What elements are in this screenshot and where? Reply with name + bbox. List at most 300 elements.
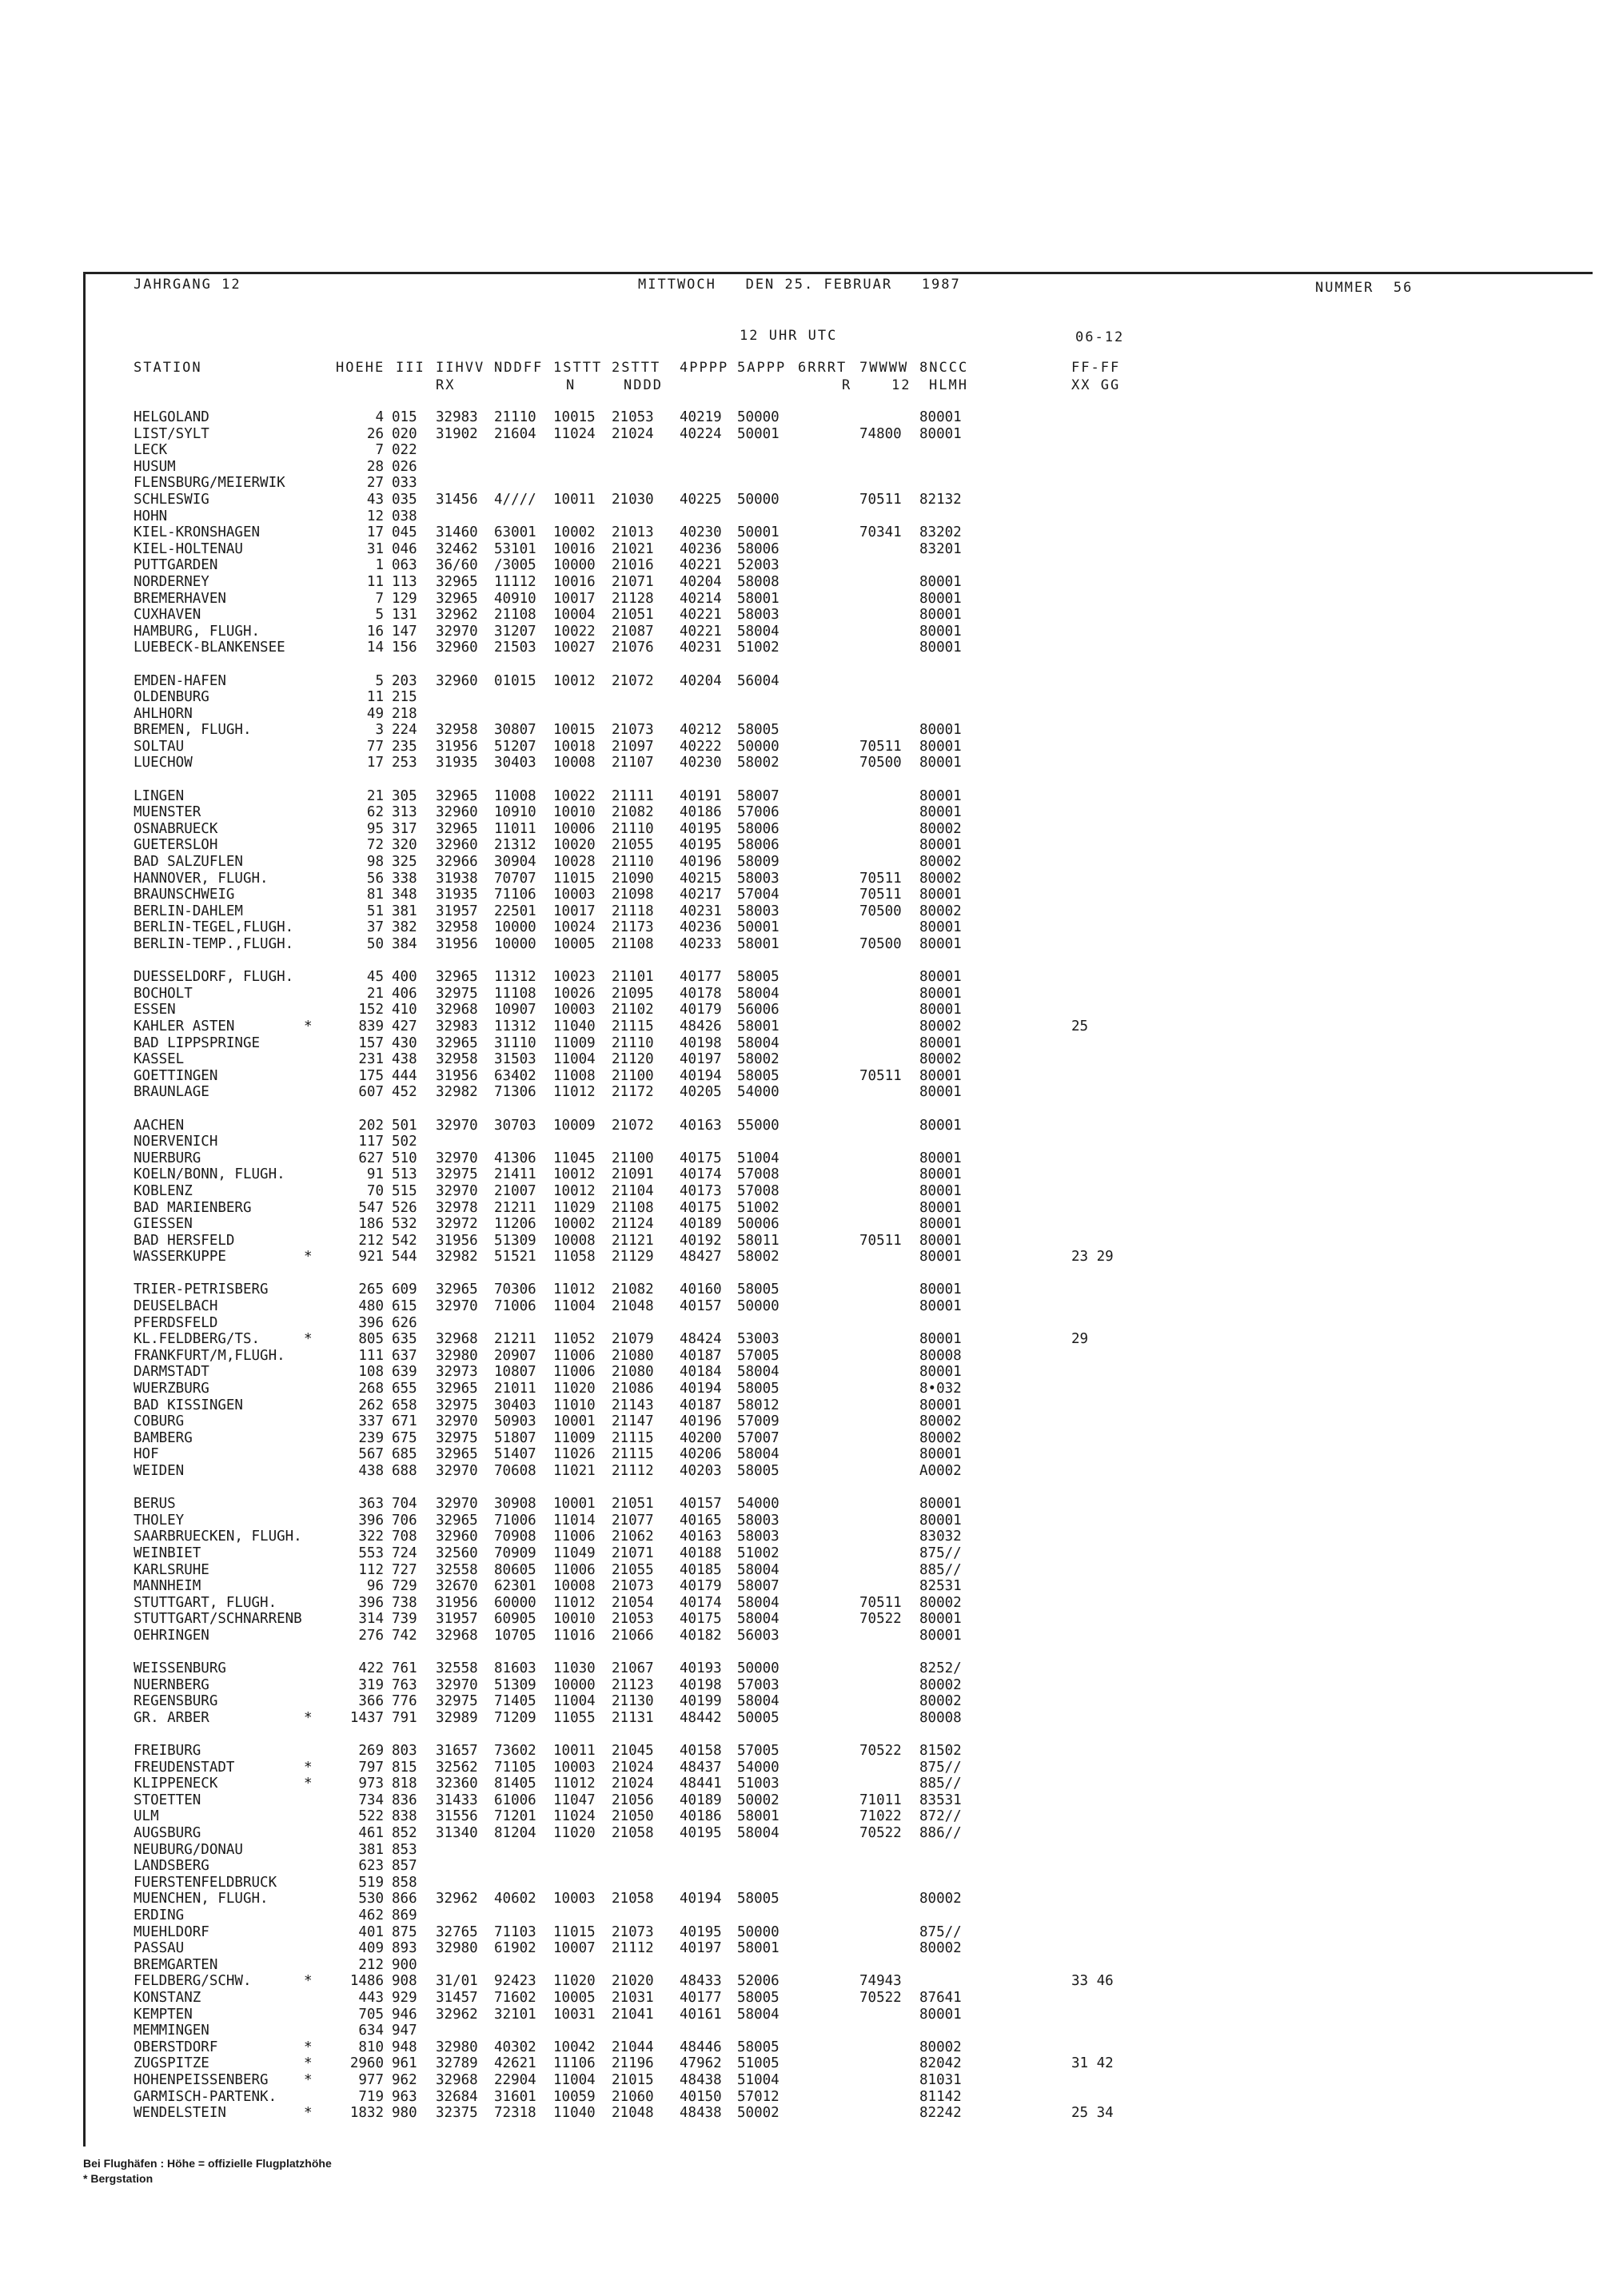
row-34-stt1: 10023 [553,969,596,986]
row-38-appp5: 58004 [737,1034,780,1051]
row-60-nccc8: 80001 [919,1397,962,1413]
row-74-stt2: 21066 [612,1627,654,1644]
row-49-station: GIESSEN [134,1216,193,1233]
row-83-stt1: 11012 [553,1776,596,1792]
row-46-stt2: 21091 [612,1166,654,1183]
row-86-nccc8: 886// [919,1825,962,1842]
row-40-ff [1071,1068,1114,1085]
row-11-station: BREMERHAVEN [134,590,226,607]
row-59-stt1: 11020 [553,1381,596,1397]
row-56-station: KL.FELDBERG/TS. [134,1331,261,1348]
row-51-nccc8: 80001 [919,1249,962,1266]
row-69-iii: 724 [392,1545,417,1561]
row-64-appp5: 58005 [737,1463,780,1479]
row-57-nccc8: 80008 [919,1347,962,1364]
row-0-iihvv: 32983 [436,409,478,425]
row-51-station: WASSERKUPPE [134,1249,226,1266]
row-70-hoehe: 112 [358,1561,384,1578]
row-42-mark [304,1101,313,1118]
row-30-nccc8: 80002 [919,903,962,919]
row-81-nccc8: 81502 [919,1743,962,1760]
row-100-station: ZUGSPITZE [134,2055,209,2072]
row-100-stt2: 21196 [612,2055,654,2072]
row-18-mark [304,706,313,723]
row-27-iihvv: 32966 [436,854,478,871]
row-19-stt2: 21073 [612,722,654,739]
row-33-stt1 [553,953,596,970]
row-15-stt2 [612,656,654,673]
row-68-nddff: 70908 [494,1529,536,1545]
row-10-nddff: 11112 [494,573,536,590]
row-91-stt1 [553,1907,596,1924]
row-92-appp5: 50000 [737,1923,780,1940]
row-97-stt1: 10031 [553,2006,596,2023]
row-45-nccc8: 80001 [919,1150,962,1166]
row-93-iii: 893 [392,1940,417,1957]
row-19-iihvv: 32958 [436,722,478,739]
row-30-nddff: 22501 [494,903,536,919]
row-54-iihvv: 32970 [436,1298,478,1315]
row-42-appp5 [737,1101,780,1118]
row-31-nccc8: 80001 [919,919,962,936]
row-5-mark [304,492,313,508]
row-61-wwww7 [859,1413,902,1430]
row-64-station: WEIDEN [134,1463,185,1479]
row-9-wwww7 [859,557,902,574]
row-70-station: KARLSRUHE [134,1561,209,1578]
row-101-nccc8: 81031 [919,2071,962,2088]
row-87-mark [304,1842,313,1859]
row-39-wwww7 [859,1051,902,1068]
row-95-appp5: 52006 [737,1973,780,1990]
row-43-mark [304,1118,313,1134]
row-53-station: TRIER-PETRISBERG [134,1282,269,1298]
row-27-hoehe: 98 [366,854,384,871]
row-5-stt2: 21030 [612,491,654,508]
row-10-appp5: 58008 [737,573,780,590]
row-77-appp5: 57003 [737,1676,780,1693]
row-58-stt2: 21080 [612,1364,654,1381]
row-67-stt2: 21077 [612,1512,654,1529]
row-60-station: BAD KISSINGEN [134,1397,243,1413]
row-60-appp5: 58012 [737,1397,780,1413]
row-2-appp5 [737,442,780,459]
row-50-station: BAD HERSFELD [134,1232,235,1249]
row-102-stt2: 21060 [612,2088,654,2105]
row-16-wwww7 [859,673,902,690]
row-28-station: HANNOVER, FLUGH. [134,870,269,887]
row-56-nddff: 21211 [494,1331,536,1348]
col-1sttt: 1STTT [553,360,603,376]
row-40-iihvv: 31956 [436,1067,478,1084]
row-73-station: STUTTGART/SCHNARRENB [134,1611,302,1628]
row-51-nddff: 51521 [494,1249,536,1266]
row-6-iii: 038 [392,508,417,524]
row-71-pppp4: 40179 [680,1578,722,1595]
row-29-mark [304,887,313,903]
row-100-mark: * [304,2055,313,2072]
row-51-hoehe: 921 [358,1249,384,1266]
row-42-hoehe [320,1101,384,1118]
row-92-stt2: 21073 [612,1923,654,1940]
row-74-wwww7 [859,1628,902,1644]
row-34-iii: 400 [392,969,417,986]
row-30-pppp4: 40231 [680,903,722,919]
row-79-nddff: 71209 [494,1709,536,1726]
row-49-pppp4: 40189 [680,1216,722,1233]
row-26-iii: 320 [392,837,417,854]
station-column [134,409,302,2122]
row-34-stt2: 21101 [612,969,654,986]
row-83-mark: * [304,1776,313,1792]
row-37-mark: * [304,1018,313,1034]
row-39-stt2: 21120 [612,1051,654,1068]
row-16-nddff: 01015 [494,672,536,689]
row-61-ff [1071,1413,1114,1430]
row-92-nccc8: 875// [919,1923,962,1940]
row-5-pppp4: 40225 [680,491,722,508]
row-5-hoehe: 43 [366,491,384,508]
row-26-stt1: 10020 [553,837,596,854]
row-46-ff [1071,1166,1114,1183]
row-54-station: DEUSELBACH [134,1298,218,1315]
row-8-wwww7 [859,541,902,558]
row-78-nccc8: 80002 [919,1693,962,1710]
nddff-column [494,409,536,2122]
row-27-appp5: 58009 [737,854,780,871]
row-22-appp5 [737,771,780,788]
row-85-iihvv: 31556 [436,1808,478,1825]
row-46-nccc8: 80001 [919,1166,962,1183]
row-32-wwww7: 70500 [859,936,902,952]
row-87-iihvv [436,1842,478,1859]
row-98-hoehe: 634 [358,2023,384,2039]
row-87-appp5 [737,1842,780,1859]
row-55-stt2 [612,1315,654,1332]
row-19-iii: 224 [392,722,417,739]
row-24-nccc8: 80001 [919,804,962,821]
row-59-station: WUERZBURG [134,1381,209,1397]
row-49-ff [1071,1216,1114,1233]
row-39-iihvv: 32958 [436,1051,478,1068]
row-7-ff [1071,524,1114,541]
row-54-pppp4: 40157 [680,1298,722,1315]
row-68-appp5: 58003 [737,1529,780,1545]
row-8-mark [304,541,313,558]
row-39-ff [1071,1051,1114,1068]
row-34-pppp4: 40177 [680,969,722,986]
row-56-mark: * [304,1331,313,1348]
row-37-ff: 25 [1071,1018,1089,1034]
row-16-stt2: 21072 [612,672,654,689]
row-42-iihvv [436,1101,478,1118]
row-5-appp5: 50000 [737,491,780,508]
row-93-hoehe: 409 [358,1940,384,1957]
row-56-stt2: 21079 [612,1331,654,1348]
row-26-appp5: 58006 [737,837,780,854]
row-9-station: PUTTGARDEN [134,557,218,574]
row-91-nddff [494,1907,536,1924]
row-5-iii: 035 [392,491,417,508]
row-3-mark [304,459,313,476]
row-95-iihvv: 31/01 [436,1973,478,1990]
row-33-appp5 [737,953,780,970]
row-1-stt1: 11024 [553,425,596,442]
row-27-station: BAD SALZUFLEN [134,854,243,871]
row-70-nccc8: 885// [919,1561,962,1578]
row-75-mark [304,1644,313,1661]
row-4-ff [1071,475,1114,492]
row-73-iihvv: 31957 [436,1611,478,1628]
row-50-stt2: 21121 [612,1232,654,1249]
row-14-pppp4: 40231 [680,640,722,656]
row-1-ff [1071,426,1114,443]
row-59-stt2: 21086 [612,1381,654,1397]
row-5-stt1: 10011 [553,491,596,508]
row-92-ff [1071,1924,1114,1941]
row-12-station: CUXHAVEN [134,607,201,624]
row-100-iii: 961 [392,2055,417,2072]
time-label: 12 UHR UTC [740,328,838,344]
row-35-nddff: 11108 [494,985,536,1002]
row-67-hoehe: 396 [358,1512,384,1529]
row-78-iii: 776 [392,1693,417,1710]
row-3-pppp4 [680,459,722,476]
row-31-stt1: 10024 [553,919,596,936]
row-88-iii: 857 [392,1858,417,1875]
row-66-iii: 704 [392,1496,417,1513]
row-47-nddff: 21007 [494,1182,536,1199]
row-81-pppp4: 40158 [680,1743,722,1760]
row-1-hoehe: 26 [366,425,384,442]
row-20-appp5: 50000 [737,738,780,755]
row-28-stt2: 21090 [612,870,654,887]
row-0-station: HELGOLAND [134,409,209,425]
row-94-stt2 [612,1957,654,1974]
row-53-mark [304,1282,313,1298]
row-43-appp5: 55000 [737,1117,780,1134]
row-41-stt1: 11012 [553,1084,596,1101]
row-37-wwww7 [859,1018,902,1035]
row-59-nccc8: 8•032 [919,1381,962,1397]
row-70-iii: 727 [392,1561,417,1578]
row-21-stt1: 10008 [553,755,596,771]
row-91-nccc8 [919,1907,962,1924]
row-58-appp5: 58004 [737,1364,780,1381]
row-65-appp5 [737,1480,780,1497]
row-23-station: LINGEN [134,787,185,804]
row-88-wwww7 [859,1858,902,1875]
row-88-mark [304,1858,313,1875]
row-18-iii: 218 [392,705,417,722]
row-64-mark [304,1463,313,1480]
row-47-stt1: 10012 [553,1182,596,1199]
col-7wwww: 7WWWW [859,360,909,376]
row-21-hoehe: 17 [366,755,384,771]
row-13-station: HAMBURG, FLUGH. [134,623,261,640]
row-42-ff [1071,1101,1114,1118]
row-13-appp5: 58004 [737,623,780,640]
row-25-pppp4: 40195 [680,820,722,837]
appp5-column [737,409,780,2122]
row-89-appp5 [737,1875,780,1891]
row-27-pppp4: 40196 [680,854,722,871]
row-83-iii: 818 [392,1776,417,1792]
row-6-appp5 [737,508,780,525]
row-10-pppp4: 40204 [680,573,722,590]
row-87-stt1 [553,1842,596,1859]
row-80-stt2 [612,1727,654,1744]
row-13-nccc8: 80001 [919,623,962,640]
row-86-wwww7: 70522 [859,1825,902,1842]
row-31-station: BERLIN-TEGEL,FLUGH. [134,919,294,936]
row-98-nccc8 [919,2023,962,2039]
row-37-stt2: 21115 [612,1018,654,1034]
row-4-station: FLENSBURG/MEIERWIK [134,475,285,492]
row-24-ff [1071,804,1114,821]
row-41-stt2: 21172 [612,1084,654,1101]
row-40-appp5: 58005 [737,1067,780,1084]
row-16-hoehe: 5 [375,672,384,689]
row-0-nddff: 21110 [494,409,536,425]
row-99-appp5: 58005 [737,2039,780,2055]
row-8-station: KIEL-HOLTENAU [134,540,243,557]
row-40-nddff: 63402 [494,1067,536,1084]
row-47-iii: 515 [392,1182,417,1199]
row-14-iii: 156 [392,640,417,656]
row-76-nddff: 81603 [494,1660,536,1677]
row-21-pppp4: 40230 [680,755,722,771]
row-43-ff [1071,1118,1114,1134]
row-91-appp5 [737,1907,780,1924]
row-44-wwww7 [859,1134,902,1150]
row-37-nddff: 11312 [494,1018,536,1034]
row-65-nddff [494,1480,536,1497]
row-23-appp5: 58007 [737,787,780,804]
row-71-iii: 729 [392,1578,417,1595]
wwww7-column [859,409,902,2122]
iihvv-column [436,409,478,2122]
row-77-pppp4: 40198 [680,1676,722,1693]
row-100-iihvv: 32789 [436,2055,478,2072]
row-17-pppp4 [680,689,722,706]
row-19-nddff: 30807 [494,722,536,739]
row-32-nddff: 10000 [494,936,536,952]
row-26-stt2: 21055 [612,837,654,854]
col-4pppp: 4PPPP [680,360,729,376]
row-38-wwww7 [859,1035,902,1052]
row-70-stt2: 21055 [612,1561,654,1578]
row-3-iii: 026 [392,458,417,475]
row-25-wwww7 [859,821,902,838]
row-81-wwww7: 70522 [859,1743,902,1760]
row-29-wwww7: 70511 [859,887,902,903]
row-19-appp5: 58005 [737,722,780,739]
row-89-nddff [494,1875,536,1891]
row-53-wwww7 [859,1282,902,1298]
nccc8-column [919,409,962,2122]
row-80-iihvv [436,1727,478,1744]
row-1-nccc8: 80001 [919,425,962,442]
row-51-ff: 23 29 [1071,1249,1114,1266]
col-2sttt: 2STTT [612,360,661,376]
row-94-station: BREMGARTEN [134,1956,218,1973]
row-103-appp5: 50002 [737,2105,780,2122]
col-iihvv-sub: RX [436,377,456,393]
row-76-nccc8: 8252/ [919,1660,962,1677]
row-101-wwww7 [859,2072,902,2089]
row-44-stt1 [553,1134,596,1150]
row-19-wwww7 [859,722,902,739]
row-94-stt1 [553,1957,596,1974]
row-50-appp5: 58011 [737,1232,780,1249]
row-53-stt1: 11012 [553,1282,596,1298]
row-68-stt2: 21062 [612,1529,654,1545]
row-100-wwww7 [859,2055,902,2072]
row-50-hoehe: 212 [358,1232,384,1249]
row-45-stt2: 21100 [612,1150,654,1166]
row-83-appp5: 51003 [737,1776,780,1792]
row-101-station: HOHENPEISSENBERG [134,2071,269,2088]
row-67-nddff: 71006 [494,1512,536,1529]
row-103-ff: 25 34 [1071,2105,1114,2122]
row-90-mark [304,1891,313,1907]
row-81-mark [304,1743,313,1760]
row-5-wwww7: 70511 [859,491,902,508]
row-76-hoehe: 422 [358,1660,384,1677]
row-66-ff [1071,1496,1114,1513]
row-67-wwww7 [859,1513,902,1529]
row-103-iihvv: 32375 [436,2105,478,2122]
row-78-nddff: 71405 [494,1693,536,1710]
row-26-ff [1071,837,1114,854]
row-24-station: MUENSTER [134,804,201,821]
row-97-nddff: 32101 [494,2006,536,2023]
row-42-iii [392,1101,417,1118]
row-22-station [134,771,302,788]
row-80-station [134,1727,302,1744]
row-31-iihvv: 32958 [436,919,478,936]
row-56-stt1: 11052 [553,1331,596,1348]
row-11-ff [1071,591,1114,608]
row-17-iii: 215 [392,689,417,706]
row-20-station: SOLTAU [134,738,185,755]
row-19-mark [304,722,313,739]
row-12-appp5: 58003 [737,607,780,624]
row-14-ff [1071,640,1114,656]
row-46-nddff: 21411 [494,1166,536,1183]
row-96-wwww7: 70522 [859,1990,902,2006]
row-10-nccc8: 80001 [919,573,962,590]
row-90-stt2: 21058 [612,1891,654,1907]
row-8-hoehe: 31 [366,540,384,557]
row-87-nccc8 [919,1842,962,1859]
row-10-iihvv: 32965 [436,573,478,590]
row-32-ff [1071,936,1114,953]
row-72-nccc8: 80002 [919,1594,962,1611]
row-22-nddff [494,771,536,788]
row-45-iii: 510 [392,1150,417,1166]
row-22-pppp4 [680,771,722,788]
pppp4-column [680,409,722,2122]
row-94-mark [304,1957,313,1974]
row-102-wwww7 [859,2089,902,2106]
row-94-hoehe: 212 [358,1956,384,1973]
row-6-iihvv [436,508,478,525]
row-14-iihvv: 32960 [436,640,478,656]
row-18-iihvv [436,706,478,723]
row-95-wwww7: 74943 [859,1973,902,1990]
